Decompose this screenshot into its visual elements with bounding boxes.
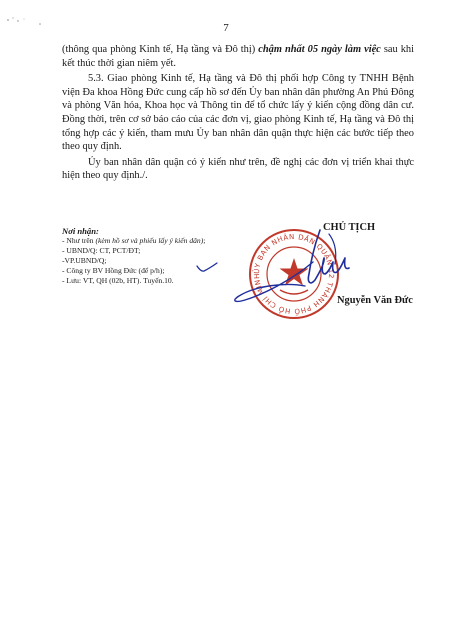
paragraph-5-3: 5.3. Giao phòng Kinh tế, Hạ tầng và Đô thị phối hợp Công ty TNHH Bệnh viện Đa khoa Hồng Đức cung cấp hồ sơ đến Ủy ban nhân dân phường An Phú Đông và phòng Văn hóa, Khoa học và Thông tin để tổ chức lấy ý kiến cộng đồng dân cư. Đồng thời, trên cơ sở báo cáo của các đơn vị, giao phòng Kinh tế, Hạ tầng và Đô thị tổng hợp các ý kiến, tham mưu Ủy ban nhân dân quận thực hiện các bước tiếp theo theo quy định. — [62, 73, 414, 153]
recipient-item: - Như trên (kèm hồ sơ và phiếu lấy ý kiến dân); — [62, 236, 206, 245]
document-body — [62, 43, 414, 185]
recipient-item: - Lưu: VT, QH (02b, HT). Tuyến.10. — [62, 276, 174, 285]
paragraph-continuation — [62, 43, 414, 70]
paragraph-1-end: sau khi kết thúc thời gian niêm yết. — [62, 44, 415, 69]
recipients-title: Nơi nhận: — [62, 226, 99, 236]
checkmark-icon — [196, 262, 218, 274]
recipient-item: - UBND/Q: CT, PCT/ĐT; — [62, 246, 141, 255]
paragraph-1-start: (thông qua phòng Kinh tế, Hạ tầng và Đô thị) — [62, 44, 259, 55]
deadline-emphasis: chậm nhất 05 ngày làm việc — [258, 44, 381, 55]
paragraph-closing: Ủy ban nhân dân quận có ý kiến như trên, đề nghị các đơn vị triển khai thực hiện theo quy định./. — [62, 156, 414, 182]
recipient-item: -VP.UBND/Q; — [62, 256, 107, 265]
recipient-item: - Công ty BV Hồng Đức (để p/h); — [62, 266, 165, 275]
page-number: 7 — [223, 22, 229, 34]
signer-name: Nguyễn Văn Đức — [337, 295, 413, 306]
signer-title: CHỦ TỊCH — [323, 222, 376, 233]
seal-text: ỦY BAN NHÂN DÂN QUẬN 12 THÀNH PHỐ HỒ CHÍ MINH — [252, 232, 336, 316]
